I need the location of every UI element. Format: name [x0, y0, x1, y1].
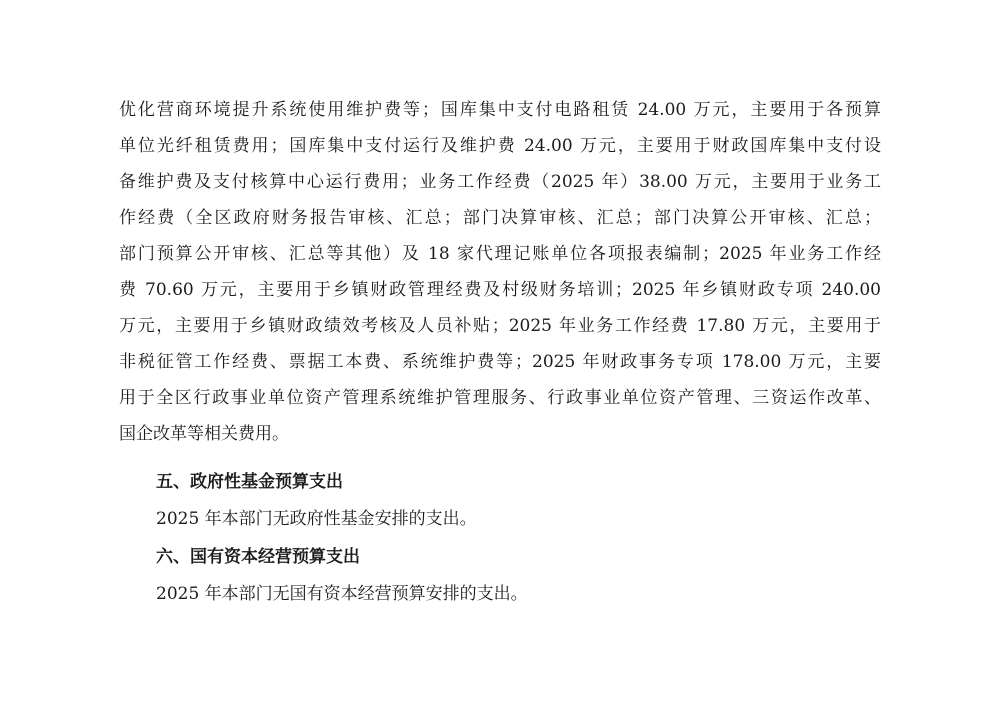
body-line: 优化营商环境提升系统使用维护费等；国库集中支付电路租赁 24.00 万元，主要用于各预算 [119, 100, 881, 120]
body-line: 备维护费及支付核算中心运行费用；业务工作经费（2025 年）38.00 万元，主要用于业务工 [119, 172, 881, 192]
body-line: 万元，主要用于乡镇财政绩效考核及人员补贴；2025 年业务工作经费 17.80 万元，主要用于 [119, 316, 881, 336]
section-text-state-capital: 2025 年本部门无国有资本经营预算安排的支出。 [156, 584, 528, 604]
body-line: 费 70.60 万元，主要用于乡镇财政管理经费及村级财务培训；2025 年乡镇财政专项 240.00 [119, 280, 881, 300]
body-line: 用于全区行政事业单位资产管理系统维护管理服务、行政事业单位资产管理、三资运作改革、 [119, 388, 881, 408]
section-heading-government-fund: 五、政府性基金预算支出 [156, 472, 343, 492]
body-line: 作经费（全区政府财务报告审核、汇总；部门决算审核、汇总；部门决算公开审核、汇总； [119, 208, 881, 228]
body-line: 国企改革等相关费用。 [119, 424, 289, 444]
section-heading-state-capital: 六、国有资本经营预算支出 [156, 547, 360, 567]
body-line: 单位光纤租赁费用；国库集中支付运行及维护费 24.00 万元，主要用于财政国库集中支付设 [119, 136, 881, 156]
section-text-government-fund: 2025 年本部门无政府性基金安排的支出。 [156, 509, 477, 529]
body-line: 部门预算公开审核、汇总等其他）及 18 家代理记账单位各项报表编制；2025 年业务工作经 [119, 244, 881, 264]
body-line: 非税征管工作经费、票据工本费、系统维护费等；2025 年财政事务专项 178.00 万元，主要 [119, 352, 881, 372]
